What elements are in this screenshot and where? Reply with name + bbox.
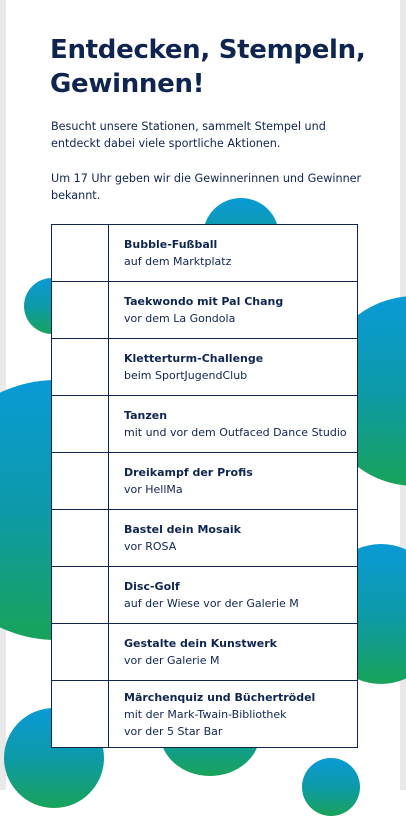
- stamp-box: [52, 681, 109, 748]
- station-cell: [109, 225, 358, 282]
- station-location: mit und vor dem Outfaced Dance Studio: [124, 426, 347, 439]
- station-location: auf dem Marktplatz: [124, 255, 232, 268]
- page-title: [50, 33, 370, 101]
- station-cell: [109, 624, 358, 681]
- announcement-paragraph: Um 17 Uhr geben wir die Gewinnerinnen und Gewinner bekannt.: [51, 172, 362, 202]
- stamp-box: [52, 225, 109, 282]
- station-location: vor HellMa: [124, 483, 183, 496]
- stamp-box: [52, 510, 109, 567]
- station-cell: [109, 681, 358, 748]
- station-row: [52, 396, 358, 453]
- station-cell: [109, 567, 358, 624]
- station-title: Gestalte dein Kunstwerk: [124, 637, 277, 650]
- station-title: Bubble-Fußball: [124, 238, 218, 251]
- station-title: Dreikampf der Profis: [124, 466, 253, 479]
- stamp-box: [52, 624, 109, 681]
- station-title: Tanzen: [124, 409, 168, 422]
- station-title: Taekwondo mit Pal Chang: [124, 295, 284, 308]
- station-cell: [109, 510, 358, 567]
- stamp-card-table: [51, 224, 358, 748]
- stamp-box: [52, 339, 109, 396]
- station-location: auf der Wiese vor der Galerie M: [124, 597, 299, 610]
- station-location: vor ROSA: [124, 540, 177, 553]
- stamp-box: [52, 396, 109, 453]
- title-line-1: Entdecken, Stempeln,: [50, 35, 366, 65]
- station-title: Märchenquiz und Büchertrödel: [124, 690, 316, 704]
- station-location: vor der Galerie M: [124, 654, 220, 667]
- station-cell: [109, 396, 358, 453]
- station-cell: [109, 453, 358, 510]
- station-cell: [109, 339, 358, 396]
- station-cell: [109, 282, 358, 339]
- intro-paragraph: Besucht unsere Stationen, sammelt Stempel und entdeckt dabei viele sportliche Aktionen.: [51, 120, 326, 150]
- station-row: [52, 567, 358, 624]
- station-location: mit der Mark-Twain-Bibliothek: [124, 707, 287, 721]
- station-row: [52, 339, 358, 396]
- station-row: [52, 225, 358, 282]
- station-title: Disc-Golf: [124, 580, 180, 593]
- station-title: Bastel dein Mosaik: [124, 523, 241, 536]
- stamp-box: [52, 453, 109, 510]
- stamp-box: [52, 282, 109, 339]
- station-title: Kletterturm-Challenge: [124, 352, 264, 365]
- title-line-2: Gewinnen!: [50, 69, 205, 99]
- stamp-box: [52, 567, 109, 624]
- station-location-line-2: vor der 5 Star Bar: [124, 724, 223, 738]
- station-location: beim SportJugendClub: [124, 369, 248, 382]
- station-row: [52, 453, 358, 510]
- station-row: [52, 282, 358, 339]
- station-row: [52, 510, 358, 567]
- station-location: vor dem La Gondola: [124, 312, 236, 325]
- station-row: [52, 681, 358, 748]
- station-row: [52, 624, 358, 681]
